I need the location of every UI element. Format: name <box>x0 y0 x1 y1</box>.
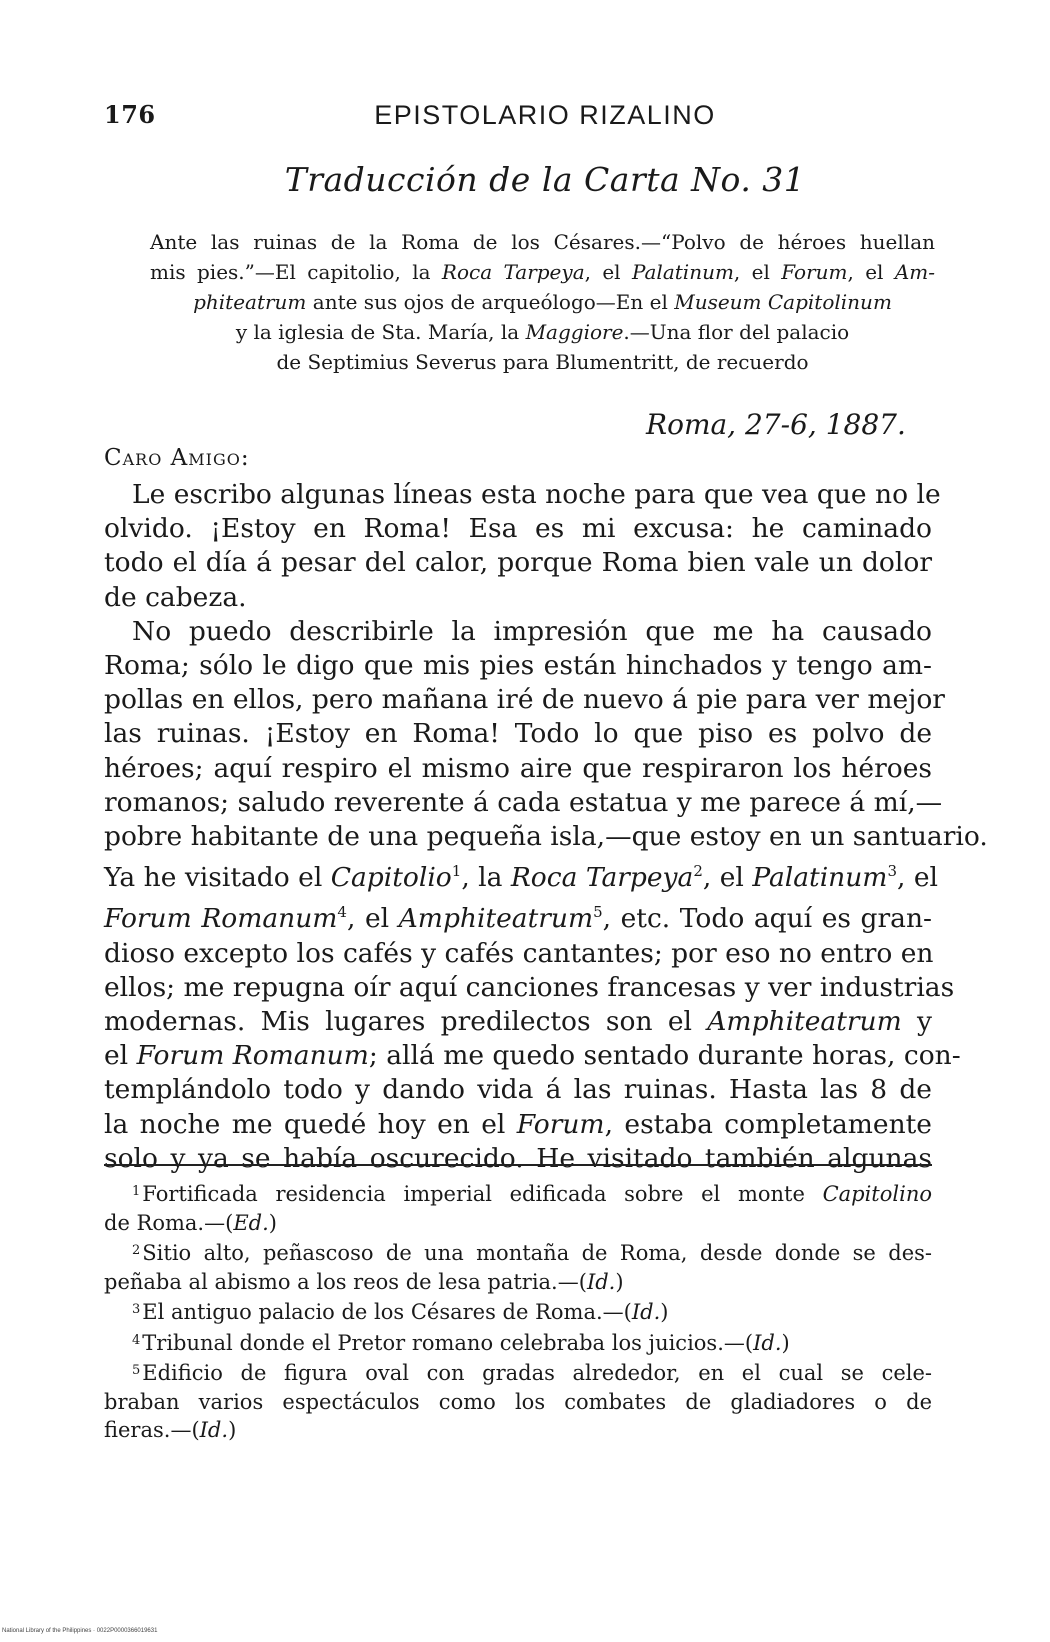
body-line: No puedo describirle la impresión que me ha causado <box>132 615 932 647</box>
letter-title: Traducción de la Carta No. 31 <box>284 160 806 199</box>
footnote-line: $^5$Edificio de figura oval con gradas alrededor, en el cual se cele- <box>132 1361 932 1385</box>
summary-line: y la iglesia de Sta. María, la Maggiore.—Una flor del palacio <box>235 320 850 344</box>
body-line: modernas. Mis lugares predilectos son el Amphiteatrum y <box>104 1006 932 1038</box>
body-line: romanos; saludo reverente á cada estatua y me parece á mí,— <box>104 786 943 818</box>
library-imprint: National Library of the Philippines · 0022P0000366019631 <box>2 1628 158 1634</box>
body-line: templándolo todo y dando vida á las ruinas. Hasta las 8 de <box>104 1074 932 1106</box>
footnote-line: $^3$El antiguo palacio de los Césares de Roma.—(Id.) <box>132 1300 669 1324</box>
footnote-line: fieras.—(Id.) <box>104 1418 237 1442</box>
body-line: héroes; aquí respiro el mismo aire que respiraron los héroes <box>104 752 932 784</box>
footnote-line: peñaba al abismo a los reos de lesa patria.—(Id.) <box>104 1269 624 1294</box>
body-line: las ruinas. ¡Estoy en Roma! Todo lo que piso es polvo de <box>104 718 932 750</box>
summary-line: phiteatrum ante sus ojos de arqueólogo—En el Museum Capitolinum <box>193 290 892 314</box>
page-number: 176 <box>104 100 156 129</box>
footnote-line: braban varios espectáculos como los combates de gladiadores o de <box>104 1389 932 1414</box>
running-title: EPISTOLARIO RIZALINO <box>374 100 716 130</box>
body-line: olvido. ¡Estoy en Roma! Esa es mi excusa: he caminado <box>104 513 932 545</box>
footnote-line: $^1$Fortificada residencia imperial edificada sobre el monte Capitolino <box>132 1182 932 1206</box>
footnote-ref: 2 <box>693 862 703 881</box>
body-line: de cabeza. <box>104 581 247 613</box>
letter-summary <box>150 227 935 377</box>
body-line: Ya he visitado el Capitolio$^1$, la Roca Tarpeya$^2$, el Palatinum$^3$, el <box>104 862 938 894</box>
body-line: el Forum Romanum; allá me quedo sentado durante horas, con- <box>104 1040 961 1072</box>
body-line: dioso excepto los cafés y cafés cantantes; por eso no entro en <box>104 937 934 969</box>
footnote-line: $^4$Tribunal donde el Pretor romano celebraba los juicios.—(Id.) <box>132 1330 790 1355</box>
summary-line: de Septimius Severus para Blumentritt, de recuerdo <box>276 350 809 374</box>
salutation: Caro Amigo: <box>104 445 250 471</box>
footnote-ref: 5 <box>593 903 603 922</box>
footnote-ref: 3 <box>887 862 897 881</box>
footnote-line: de Roma.—(Ed.) <box>104 1210 277 1235</box>
body-line: solo y ya se había oscurecido. He visitado también algunas <box>104 1142 932 1174</box>
body-line: todo el día á pesar del calor, porque Roma bien vale un dolor <box>104 547 932 579</box>
body-line: Le escribo algunas líneas esta noche para que vea que no le <box>132 479 941 510</box>
body-line: Roma; sólo le digo que mis pies están hinchados y tengo am- <box>104 650 932 682</box>
footnote-line: $^2$Sitio alto, peñascoso de una montaña de Roma, desde donde se des- <box>132 1241 932 1265</box>
summary-line: Ante las ruinas de la Roma de los Césares.—“Polvo de héroes huellan <box>150 230 935 254</box>
body-line: la noche me quedé hoy en el Forum, estaba completamente <box>104 1108 932 1140</box>
summary-line: mis pies.”—El capitolio, la Roca Tarpeya, el Palatinum, el Forum, el Am- <box>150 260 935 284</box>
footnote-ref: 4 <box>337 903 347 922</box>
footnote-divider <box>104 1164 932 1166</box>
footnotes <box>104 1178 932 1445</box>
letter-body <box>104 478 988 1176</box>
body-line: pollas en ellos, pero mañana iré de nuevo á pie para ver mejor <box>104 684 945 716</box>
body-line: ellos; me repugna oír aquí canciones francesas y ver industrias <box>104 971 955 1003</box>
body-line: pobre habitante de una pequeña isla,—que estoy en un santuario. <box>104 821 988 853</box>
place-date: Roma, 27-6, 1887. <box>646 408 906 441</box>
body-line: Forum Romanum$^4$, el Amphiteatrum$^5$, etc. Todo aquí es gran- <box>104 903 932 935</box>
footnote-ref: 1 <box>451 862 462 881</box>
